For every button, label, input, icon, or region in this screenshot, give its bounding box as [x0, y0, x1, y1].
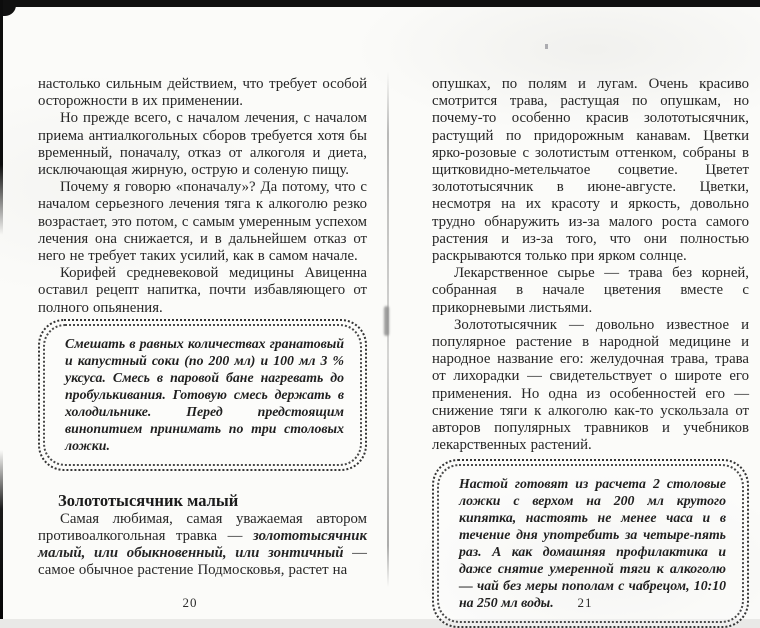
section-heading: Золототысячник малый [58, 490, 239, 510]
page-number-right: 21 [577, 595, 593, 610]
paragraph: Лекарственное сырье — трава без корней, собранная в начале цветения вместе с прикорневыми листьями. [432, 265, 749, 316]
scan-speck [545, 44, 548, 49]
paragraph: опушках, по полям и лугам. Очень красиво смотрится трава, растущая по опушкам, но почему-то особенно красив золототысячник, растущий по придорожным канавам. Цветки ярко-розовые с золотистым оттенком, собраны в щитковидно-метельчатое соцветие. Цветет золототысячник в июне-августе. Цветки, несмотря на их красоту и яркость, довольно трудно обнаружить из-за малого роста самого растения и из-за того, что они полностью раскрываются только при ярком солнце. [432, 76, 749, 265]
paragraph [38, 511, 367, 580]
paragraph: Корифей средневековой медицины Авиценна оставил рецепт напитка, почти избавляющего от полного опьянения. [38, 265, 367, 316]
paragraph: Золототысячник — довольно известное и популярное растение в народной медицине и народное название его: желудочная трава, трава от лихорадки — свидетельствует о широте его применения. Но одна из особенностей его — снижение тяги к алкоголю как-то ускользала от авторов популярных травников и учебников лекарственных растений. [432, 316, 749, 454]
gutter-smudge [384, 306, 389, 336]
paragraph: Но прежде всего, с началом лечения, с началом приема антиалкогольных сборов требуется хотя бы временный, поначалу, отказ от алкоголя и диета, исключающая жирную, острую и соленую пищу. [38, 110, 367, 179]
text-segment-bold-italic: золототысячник малый, или обыкновенный, или зонтичный [38, 528, 367, 562]
right-page [432, 76, 749, 628]
recipe-text: Смешать в равных количествах гранатовый и капустный соки (по 200 мл) и 100 мл 3 % уксуса. Смесь в паровой бане нагревать до пробулькивания. Готовую смесь держать в холодильнике. Перед предстоящим винопитием принимать по три столовых ложки. [65, 335, 344, 453]
paragraph: Почему я говорю «поначалу»? Да потому, что с началом серьезного лечения тяга к алкоголю резко возрастает, это потом, с самым умеренным успехом лечения она снижается, и в дальнейшем отказ от него не требует таких усилий, как в самом начале. [38, 179, 367, 265]
left-page [38, 76, 367, 580]
recipe-box-inner-border [43, 324, 362, 466]
text-segment: Самая любимая, самая уважаемая автором противоалкогольная травка — [38, 510, 367, 545]
recipe-box [38, 319, 367, 471]
page-number-left: 20 [182, 595, 198, 610]
text-segment: — самое обычное растение Подмосковья, растет на [38, 545, 367, 579]
scan-left-edge-upper [0, 0, 3, 235]
recipe-text: Настой готовят из расчета 2 столовые ложки с верхом на 200 мл крутого кипятка, настоять не менее часа и в течение дня употребить за четыре-пять раз. А как домашняя профилактика и даже снятие умеренной тяги к алкоголю — чай без меры пополам с чабрецом, 10:10 на 250 мл воды. [459, 476, 726, 611]
paragraph: настолько сильным действием, что требует особой осторожности в их применении. [38, 76, 367, 110]
scan-left-edge-lower [0, 450, 3, 619]
scan-top-edge [0, 0, 760, 7]
